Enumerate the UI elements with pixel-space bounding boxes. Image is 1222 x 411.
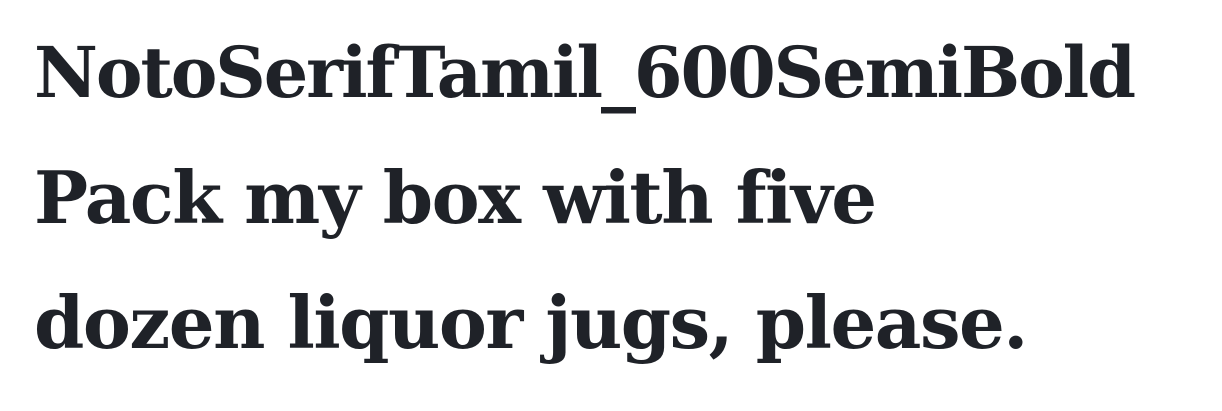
font-name-heading: NotoSerifTamil_600SemiBold [34, 31, 1135, 114]
pangram-line-2: dozen liquor jugs, please. [34, 280, 1027, 365]
pangram-line-1: Pack my box with five [34, 155, 876, 240]
font-specimen [34, 10, 1204, 385]
